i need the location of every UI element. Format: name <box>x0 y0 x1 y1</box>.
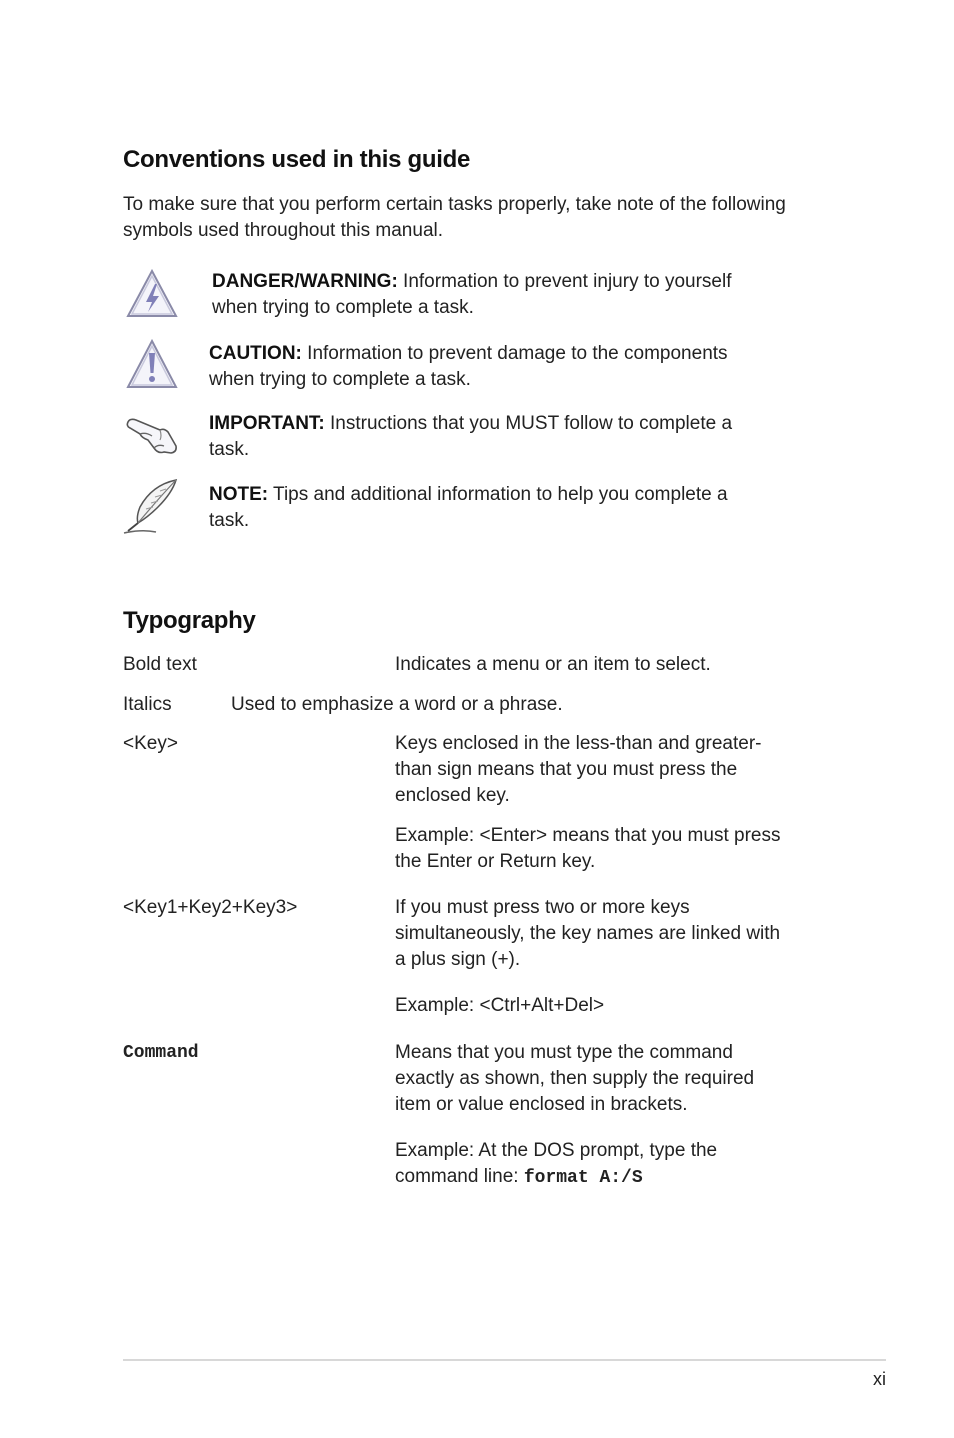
typography-desc-command: Means that you must type the command exactly as shown, then supply the required item or value enclosed in brackets. <box>395 1042 755 1115</box>
notice-important <box>209 411 769 463</box>
important-hand-icon <box>124 412 180 458</box>
notice-note-text: Tips and additional information to help you complete a task. <box>209 484 728 531</box>
notice-danger-text: Information to prevent injury to yourself when trying to complete a task. <box>212 271 732 318</box>
caution-icon <box>124 337 180 393</box>
conventions-intro: To make sure that you perform certain tasks properly, take note of the following symbols used throughout this manual. <box>123 194 786 241</box>
typography-example-command-text: Example: At the DOS prompt, type the command line: <box>395 1140 718 1187</box>
page-number: xi <box>873 1369 886 1389</box>
typography-label-bold: Bold text <box>123 654 197 675</box>
typography-desc-italics: Used to emphasize a word or a phrase. <box>231 694 563 715</box>
typography-label-key: <Key> <box>123 733 178 754</box>
notice-caution <box>209 341 769 393</box>
typography-example-command <box>395 1138 735 1191</box>
typography-desc-bold: Indicates a menu or an item to select. <box>395 654 711 675</box>
notice-note <box>209 482 769 534</box>
notice-important-text: Instructions that you MUST follow to complete a task. <box>209 413 733 460</box>
conventions-heading: Conventions used in this guide <box>123 146 471 173</box>
typography-label-command: Command <box>123 1043 199 1063</box>
danger-warning-icon <box>124 266 180 322</box>
notice-caution-label: CAUTION: <box>209 343 302 364</box>
typography-label-italics: Italics <box>123 694 172 715</box>
notice-caution-text: Information to prevent damage to the components when trying to complete a task. <box>209 343 728 390</box>
note-quill-icon <box>122 477 182 535</box>
typography-example-key-combo: Example: <Ctrl+Alt+Del> <box>395 995 605 1016</box>
typography-label-key-combo: <Key1+Key2+Key3> <box>123 897 298 918</box>
typography-desc-key-combo: If you must press two or more keys simultaneously, the key names are linked with a plus sign (+). <box>395 897 781 970</box>
typography-example-key: Example: <Enter> means that you must press the Enter or Return key. <box>395 825 781 872</box>
footer-divider <box>123 1359 886 1361</box>
typography-desc-key: Keys enclosed in the less-than and greater-than sign means that you must press the enclosed key. <box>395 733 762 806</box>
typography-example-command-code: format A:/S <box>523 1168 643 1188</box>
typography-heading: Typography <box>123 607 256 634</box>
notice-note-label: NOTE: <box>209 484 269 505</box>
notice-danger-warning <box>212 269 772 321</box>
notice-important-label: IMPORTANT: <box>209 413 325 434</box>
notice-danger-label: DANGER/WARNING: <box>212 271 398 292</box>
